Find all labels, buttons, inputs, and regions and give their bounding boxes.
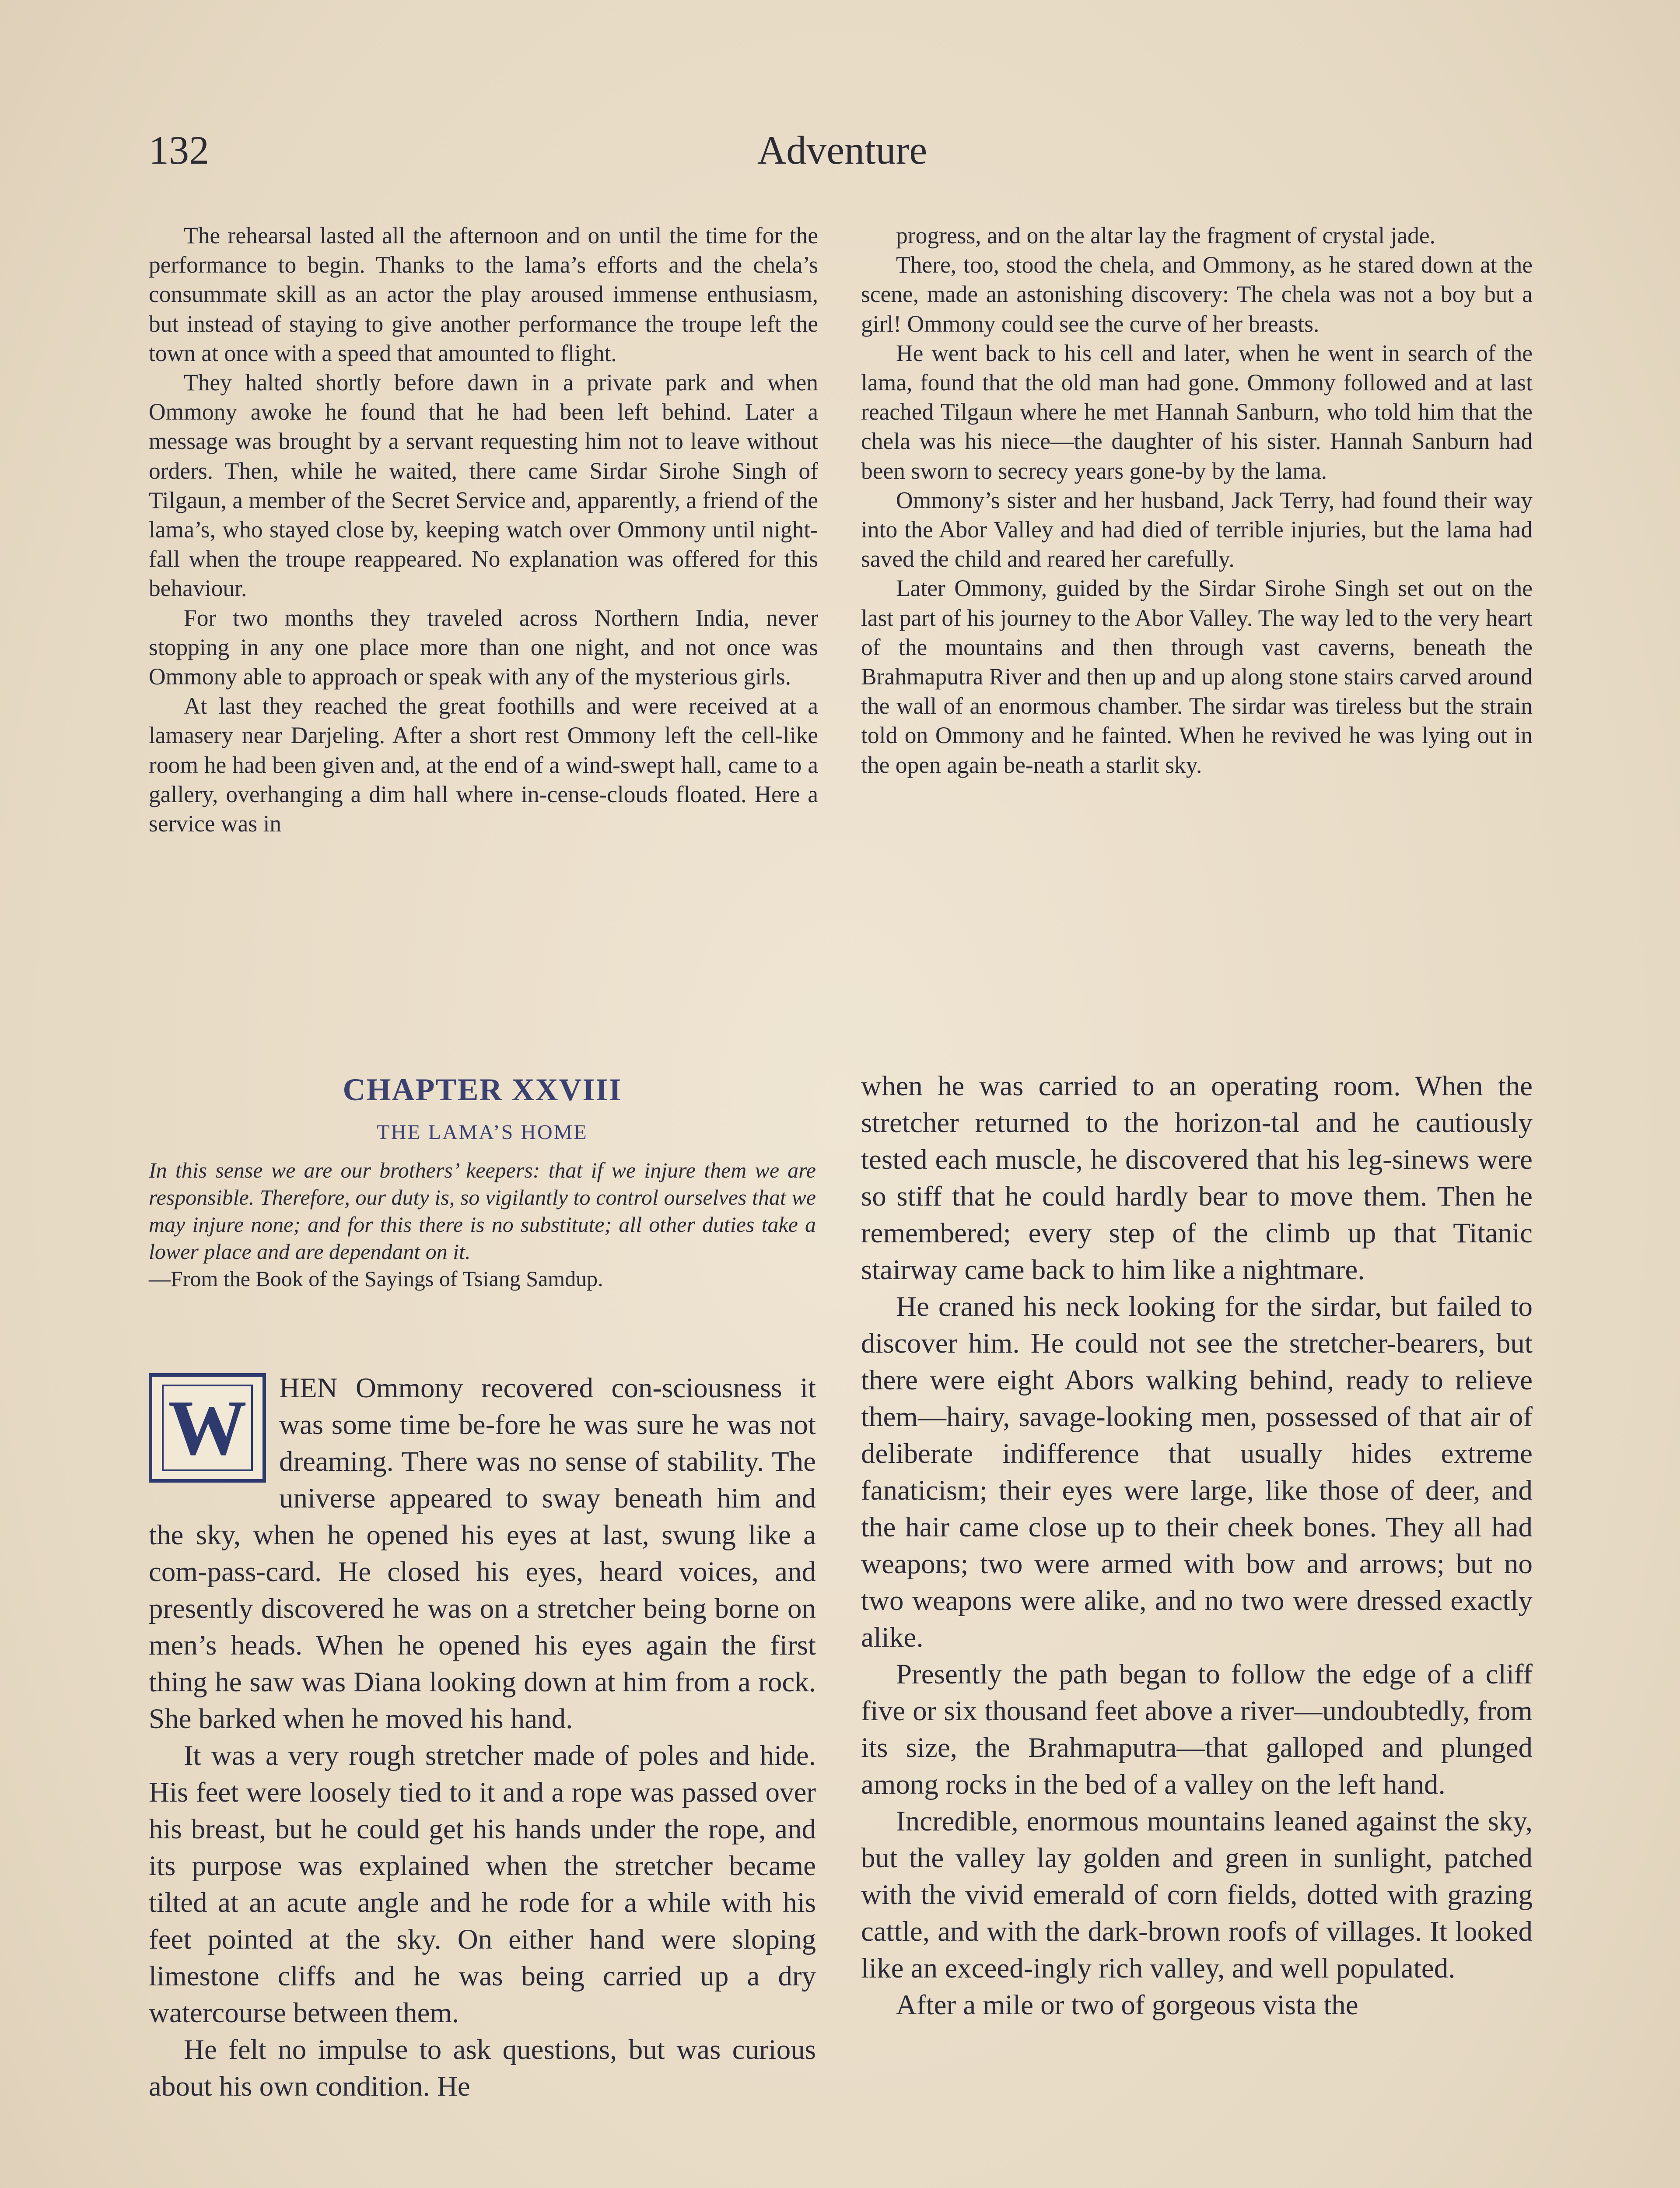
paragraph: He went back to his cell and later, when he went in search of the lama, found that the old man had gone. Ommony followed and at last reached Tilgaun where he met Hannah Sanburn, who told him that the chela was his niece—the daughter of his sister. Hannah Sanburn had been sworn to secrecy years gone-by by the lama. bbox=[861, 340, 1533, 484]
paragraph: They halted shortly before dawn in a private park and when Ommony awoke he found that he had been left behind. Later a message was brought by a servant requesting him not to leave without orders. Then, while he waited, there came Sirdar Sirohe Singh of Tilgaun, a member of the Secret Service and, apparently, a friend of the lama’s, who stayed close by, keeping watch over Ommony until night-fall when the troupe reappeared. No explanation was offered for this behaviour. bbox=[149, 369, 818, 602]
story-column-left bbox=[149, 1370, 816, 2105]
opening-text: HEN Ommony recovered con-sciousness it was some time be-fore he was sure he was not dreaming. There was no sense of stability. The universe appeared to sway beneath him and the sky, when he opened his eyes at last, swung like a com-pass-card. He closed his eyes, heard voices, and presently discovered he was on a stretcher being borne on men’s heads. When he opened his eyes again the first thing he saw was Diana looking down at him from a rock. She barked when he moved his hand. bbox=[149, 1372, 816, 1735]
page-number: 132 bbox=[149, 128, 209, 172]
paragraph: Incredible, enormous mountains leaned against the sky, but the valley lay golden and green in sunlight, patched with the vivid emerald of corn fields, dotted with grazing cattle, and with the dark-brown roofs of villages. It looked like an exceed-ingly rich valley, and well populated. bbox=[861, 1806, 1533, 1984]
paragraph: He craned his neck looking for the sirdar, but failed to discover him. He could not see the stretcher-bearers, but there were eight Abors walking behind, ready to relieve them—hairy, savage-looking men, possessed of that air of deliberate indifference that usually hides extreme fanaticism; their eyes were large, like those of deer, and the hair came close up to their cheek bones. They all had weapons; two were armed with bow and arrows; but no two weapons were alike, and no two were dressed exactly alike. bbox=[861, 1291, 1533, 1653]
opening-paragraph bbox=[149, 1370, 816, 1737]
epigraph: In this sense we are our brothers’ keepers: that if we injure them we are responsible. Therefore, our duty is, so vigilantly to control ourselves that we may injure none; and for this there is no substitute; all other duties take a lower place and are dependant on it. bbox=[149, 1158, 816, 1264]
synopsis-column-left bbox=[149, 221, 818, 838]
chapter-title: CHAPTER XXVIII bbox=[343, 1072, 622, 1107]
running-title: Adventure bbox=[757, 128, 928, 172]
epigraph-attribution: —From the Book of the Sayings of Tsiang Samdup. bbox=[149, 1266, 603, 1291]
paragraph: progress, and on the altar lay the fragment of crystal jade. bbox=[896, 222, 1436, 249]
page-header bbox=[149, 127, 1536, 184]
paragraph: At last they reached the great foothills and were received at a lamasery near Darjeling. After a short rest Ommony left the cell-like room he had been given and, at the end of a wind-swept hall, came to a gallery, overhanging a dim hall where in-cense-clouds floated. Here a service was in bbox=[149, 693, 818, 837]
paragraph: when he was carried to an operating room. When the stretcher returned to the horizon-tal and he cautiously tested each muscle, he discovered that his leg-sinews were so stiff that he could hardly bear to move them. Then he remembered; every step of the climb up that Titanic stairway came back to him like a nightmare. bbox=[861, 1070, 1533, 1286]
story-column-right bbox=[861, 1068, 1533, 2023]
synopsis-column-right bbox=[861, 221, 1533, 780]
paragraph: Later Ommony, guided by the Sirdar Sirohe Singh set out on the last part of his journey to the Abor Valley. The way led to the very heart of the mountains and then through vast caverns, beneath the Brahmaputra River and then up and up along stone stairs carved around the wall of an enormous chamber. The sirdar was tireless but the strain told on Ommony and he fainted. When he revived he was lying out in the open again be-neath a starlit sky. bbox=[861, 575, 1533, 778]
chapter-subtitle: THE LAMA’S HOME bbox=[377, 1121, 588, 1144]
paragraph: It was a very rough stretcher made of poles and hide. His feet were loosely tied to it and a rope was passed over his breast, but he could get his hands under the rope, and its purpose was explained when the stretcher became tilted at an acute angle and he rode for a while with his feet pointed at the sky. On either hand were sloping limestone cliffs and he was being carried up a dry watercourse between them. bbox=[149, 1740, 816, 2029]
drop-cap bbox=[149, 1373, 266, 1483]
paragraph: After a mile or two of gorgeous vista the bbox=[896, 1989, 1358, 2021]
paragraph: The rehearsal lasted all the afternoon and on until the time for the performance to begin. Thanks to the lama’s efforts and the chela’s consummate skill as an actor the play aroused immense enthusiasm, but instead of staying to give another performance the troupe left the town at once with a speed that amounted to flight. bbox=[149, 222, 818, 366]
paragraph: Presently the path began to follow the edge of a cliff five or six thousand feet above a river—undoubtedly, from its size, the Brahmaputra—that galloped and plunged among rocks in the bed of a valley on the left hand. bbox=[861, 1659, 1533, 1800]
drop-cap-letter: W bbox=[162, 1385, 253, 1471]
paragraph: For two months they traveled across Northern India, never stopping in any one place more than one night, and not once was Ommony able to approach or speak with any of the mysterious girls. bbox=[149, 604, 818, 690]
chapter-heading bbox=[149, 1068, 816, 1292]
paragraph: He felt no impulse to ask questions, but was curious about his own condition. He bbox=[149, 2034, 816, 2102]
paragraph: There, too, stood the chela, and Ommony, as he stared down at the scene, made an astonishing discovery: The chela was not a boy but a girl! Ommony could see the curve of her breasts. bbox=[861, 252, 1533, 337]
paragraph: Ommony’s sister and her husband, Jack Terry, had found their way into the Abor Valley and had died of terrible injuries, but the lama had saved the child and reared her carefully. bbox=[861, 487, 1533, 572]
